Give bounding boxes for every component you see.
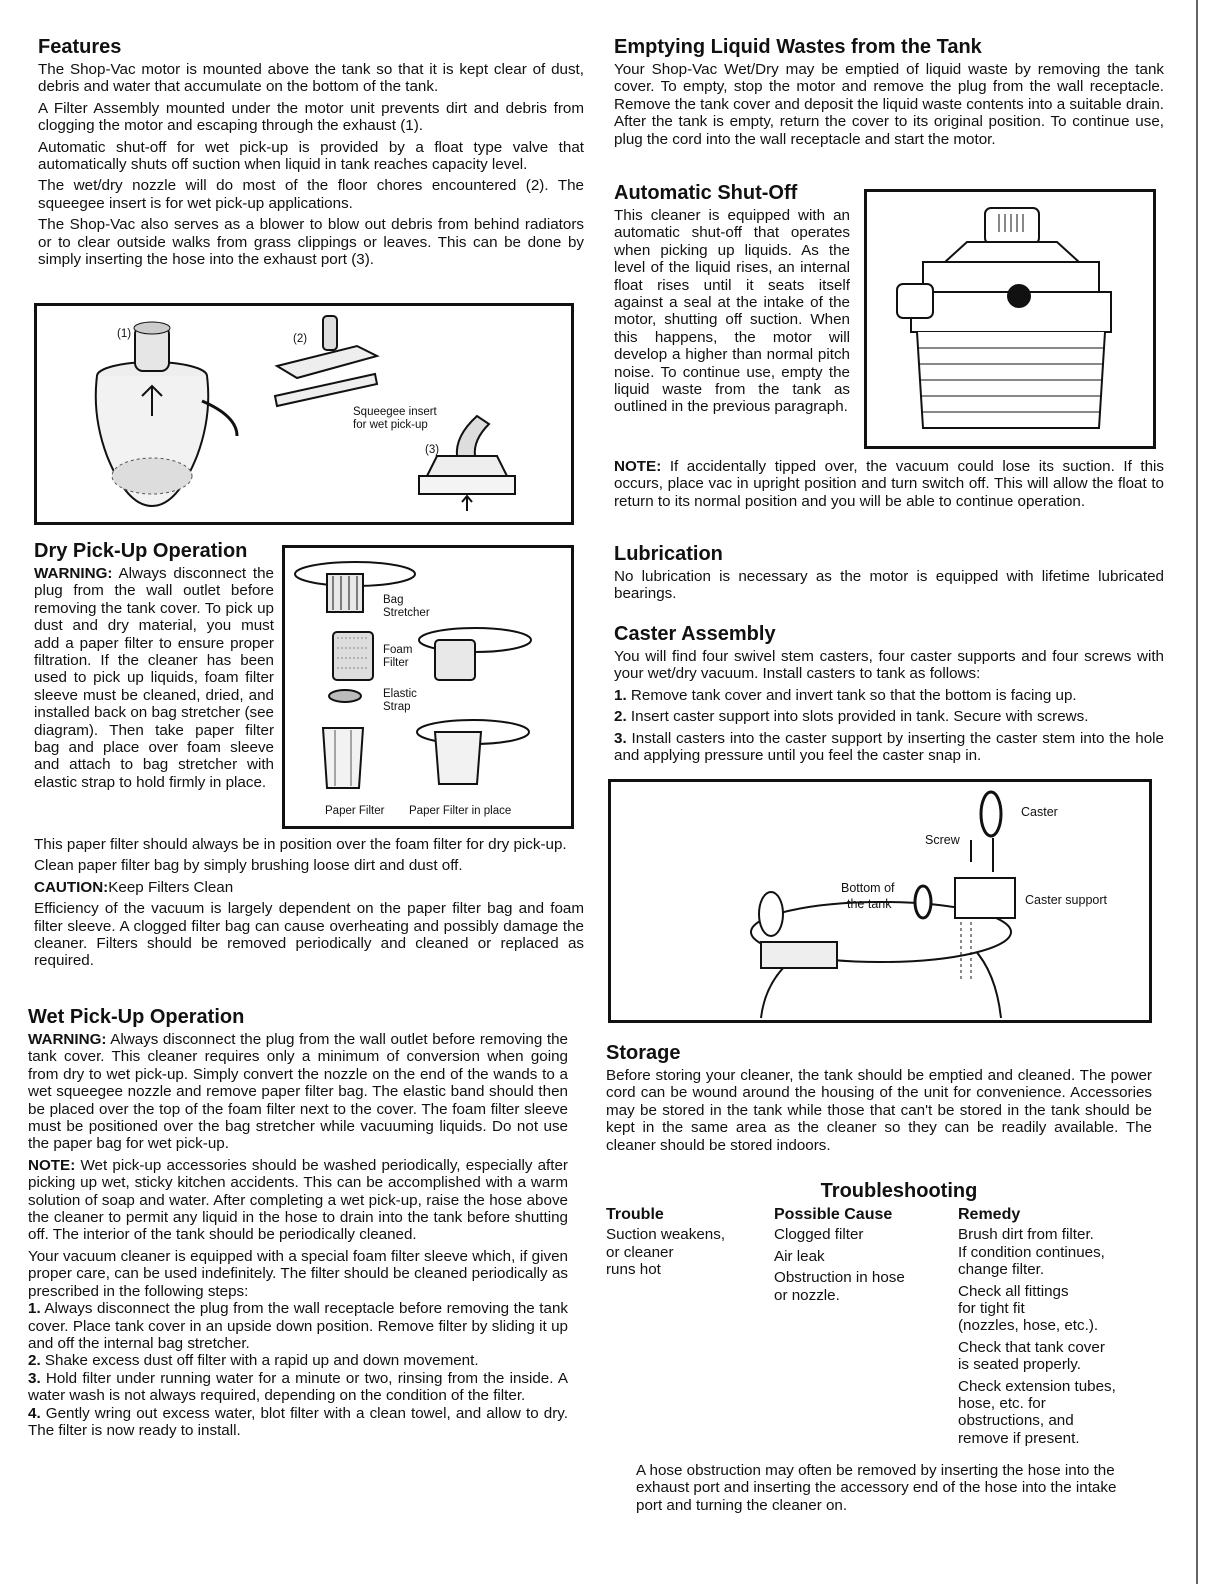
caster-step-3: Install casters into the caster support by inserting the caster stem into the hole and applying pressure until you feel the caster snap in. (614, 729, 1164, 765)
empty-p1: Your Shop-Vac Wet/Dry may be emptied of liquid waste by removing the tank cover. To empty, stop the motor and remove the plug from the wall receptacle. Remove the tank cover and deposit the liquid waste contents into a suitable drain. After the tank is empty, return the cover to its original position. To continue use, plug the cord into the wall receptacle and start the motor. (614, 61, 1164, 148)
vacuum-shutoff-illustration (867, 192, 1153, 446)
trouble-col-cause (774, 1206, 954, 1304)
fig-foam-label: Foam (383, 644, 413, 656)
wet-warning-text: Always disconnect the plug from the wall outlet before removing the tank cover. This cleaner requires only a minimum of conversion when going from dry to wet pick-up. Simply convert the nozzle on the end of the wands to a wet squeegee nozzle and remove paper filter bag. The elastic band should then be placed over the top of the foam filter next to the cover. The foam filter sleeve must be positioned over the bag stretcher while vacuuming liquids. Do not use the paper bag for wet pick-up. (28, 1031, 568, 1153)
fig-stretcher-label: Stretcher (383, 607, 430, 619)
filter-illustration (285, 548, 571, 826)
dry-title: Dry Pick-Up Operation (34, 540, 248, 562)
fig-support-label: Caster support (1025, 893, 1107, 907)
trouble-c4: or nozzle. (774, 1286, 840, 1304)
trouble-t2: or cleaner (606, 1243, 674, 1261)
storage-p1: Before storing your cleaner, the tank should be emptied and cleaned. The power cord can be wound around the housing of the unit for convenience. Accessories may be stored in the tank while those that can't be stored in the tank should be kept in the same area as the cleaner so they can be readily available. The cleaner should be stored indoors. (606, 1067, 1152, 1154)
shutoff-note (614, 458, 1164, 514)
lube-title: Lubrication (614, 543, 723, 565)
dry-warning-label: WARNING: (34, 565, 113, 582)
trouble-r3: change filter. (958, 1261, 1045, 1279)
dry-caution-text: Keep Filters Clean (108, 878, 234, 896)
trouble-title: Troubleshooting (820, 1180, 978, 1202)
trouble-r9: Check extension tubes, (958, 1377, 1116, 1395)
caster-figure (608, 779, 1152, 1023)
wet-step-3: Hold filter under running water for a minute or two, rinsing from the inside. A water wash is not always required, depending on the condition of the filter. (28, 1369, 568, 1405)
features-p5: The Shop-Vac also serves as a blower to blow out debris from behind radiators or to clear outside walks from grass clippings or leaves. This can be done by simply inserting the hose into the exhaust port (3). (38, 216, 584, 269)
fig-paper-filter-label: Paper Filter (325, 805, 385, 817)
wet-note-label: NOTE: (28, 1156, 76, 1174)
trouble-r6: (nozzles, hose, etc.). (958, 1317, 1099, 1335)
shutoff-section (614, 182, 850, 420)
fig-paper-in-place-label: Paper Filter in place (409, 805, 512, 817)
fig-strap-label: Strap (383, 701, 411, 713)
trouble-footer-text: A hose obstruction may often be removed by inserting the hose into the exhaust port and inserting the accessory end of the hose into the intake port and turning the cleaner on. (636, 1462, 1117, 1514)
lube-p1: No lubrication is necessary as the motor is equipped with lifetime lubricated bearings. (614, 568, 1164, 603)
fig-squeegee-label-2: for wet pick-up (353, 419, 428, 431)
shutoff-p1: This cleaner is equipped with an automatic shut-off that operates when picking up liquids. As the level of the liquid rises, an internal float rises until it seats itself against a seal at the intake of the motor, shutting off suction. When this happens, the motor will develop a higher than normal pitch noise. To continue use, empty the liquid waste from the tank as outlined in the previous paragraph. (614, 207, 850, 416)
caster-step-2: Insert caster support into slots provided in tank. Secure with screws. (630, 708, 1089, 726)
fig-screw-label: Screw (925, 833, 960, 847)
storage-title: Storage (606, 1042, 681, 1064)
fig-squeegee-label: Squeegee insert (353, 406, 437, 418)
dry-caution-label: CAUTION: (34, 878, 109, 896)
filter-figure (282, 545, 574, 829)
empty-title: Emptying Liquid Wastes from the Tank (614, 36, 982, 58)
fig-caster-label: Caster (1021, 805, 1058, 819)
wet-title: Wet Pick-Up Operation (28, 1006, 245, 1028)
trouble-r11: obstructions, and (958, 1412, 1074, 1430)
wet-step-4: Gently wring out excess water, blot filter with a clean towel, and allow to dry. The filter is now ready to install. (28, 1404, 568, 1439)
wet-p3: Your vacuum cleaner is equipped with a special foam filter sleeve which, if given proper care, can be used indefinitely. The filter should be cleaned periodically as prescribed in the following steps: (28, 1247, 568, 1300)
wet-step-1: Always disconnect the plug from the wall receptacle before removing the tank cover. Place tank cover in an upside down position. Remove filter by sliding it up and off the internal bag stretcher. (28, 1300, 568, 1352)
dry-p4: Efficiency of the vacuum is largely dependent on the paper filter bag and foam filter sleeve. A clogged filter bag can cause overheating and possibly damage the cleaner. Filters should be removed periodically and cleaned or replaced as required. (34, 900, 584, 970)
features-figure (34, 303, 574, 525)
fig-elastic-label: Elastic (383, 688, 417, 700)
trouble-r2: If condition continues, (958, 1243, 1105, 1261)
wet-warning-label: WARNING: (28, 1031, 107, 1048)
wet-step-2: Shake excess dust off filter with a rapid up and down movement. (44, 1352, 479, 1370)
trouble-t3: runs hot (606, 1261, 661, 1279)
trouble-r4: Check all fittings (958, 1282, 1069, 1300)
trouble-r12: remove if present. (958, 1429, 1080, 1447)
fig-label-2: (2) (293, 333, 308, 345)
trouble-r5: for tight fit (958, 1300, 1025, 1318)
trouble-c1: Clogged filter (774, 1226, 864, 1244)
trouble-r8: is seated properly. (958, 1356, 1081, 1374)
features-title: Features (38, 36, 122, 58)
shutoff-figure (864, 189, 1156, 449)
dry-p2: This paper filter should always be in position over the foam filter for dry pick-up. (34, 836, 567, 853)
fig-bag-label: Bag (383, 594, 404, 606)
features-p3: Automatic shut-off for wet pick-up is provided by a float type valve that automatically shuts off suction when liquid in tank reaches capacity level. (38, 138, 584, 174)
trouble-t1: Suction weakens, (606, 1226, 726, 1244)
storage-section (606, 1042, 1152, 1158)
dry-p3: Clean paper filter bag by simply brushing loose dirt and dust off. (34, 857, 463, 875)
wet-step-1-num: 1. (28, 1300, 41, 1318)
features-p4: The wet/dry nozzle will do most of the floor chores encountered (2). The squeegee insert is for wet pick-up applications. (38, 177, 584, 212)
fig-label-3: (3) (425, 444, 440, 456)
features-p1: The Shop-Vac motor is mounted above the tank so that it is kept clear of dust, debris and water that accumulate on the bottom of the tank. (38, 61, 584, 96)
wet-note-text: Wet pick-up accessories should be washed periodically, especially after picking up wet, sticky kitchen accidents. This can be accomplished with a warm solution of soap and water. After completing a wet pick-up, raise the hose above the cleaner to permit any liquid in the hose to drain into the tank before shutting off. The interior of the tank should be periodically cleaned. (28, 1156, 568, 1244)
troubleshooting-section (606, 1180, 1152, 1203)
wet-step-2-num: 2. (28, 1352, 41, 1370)
caster-p1: You will find four swivel stem casters, four caster supports and four screws with your wet/dry vacuum. Install casters to tank as follows: (614, 648, 1164, 683)
trouble-head-trouble: Trouble (606, 1206, 664, 1223)
caster-step-2-num: 2. (614, 708, 627, 726)
dry-section-top (34, 540, 274, 795)
fig-bottom-label: Bottom of (841, 881, 895, 895)
caster-step-1: Remove tank cover and invert tank so that the bottom is facing up. (630, 686, 1077, 704)
trouble-head-remedy: Remedy (958, 1206, 1021, 1223)
dry-warning-text: Always disconnect the plug from the wall outlet before removing the tank cover. To pick up dust and dry material, you must add a paper filter to ensure proper filtration. If the cleaner has been used to pick up liquids, foam filter sleeve must be cleaned, dried, and installed back on bag stretcher (see diagram). Then take paper filter bag and place over foam sleeve and attach to bag stretcher with elastic strap to hold firmly in place. (34, 565, 274, 791)
fig-tank-label: the tank (847, 897, 892, 911)
trouble-r1: Brush dirt from filter. (958, 1226, 1094, 1244)
trouble-r7: Check that tank cover (958, 1338, 1105, 1356)
features-section (38, 36, 584, 272)
fig-foam-filter-label: Filter (383, 657, 409, 669)
trouble-col-remedy (958, 1206, 1158, 1447)
trouble-col-trouble (606, 1206, 766, 1279)
caster-step-1-num: 1. (614, 686, 627, 704)
page-edge-rule (1196, 0, 1198, 1584)
shutoff-note-text: If accidentally tipped over, the vacuum could lose its suction. If this occurs, place vac in upright position and turn switch off. This will allow the float to return to its normal position and you will be able to continue operation. (614, 458, 1164, 510)
dry-section-bottom (34, 836, 584, 974)
trouble-head-cause: Possible Cause (774, 1206, 893, 1223)
trouble-r10: hose, etc. for (958, 1395, 1046, 1413)
fig-label-1: (1) (117, 328, 132, 340)
empty-section (614, 36, 1164, 152)
trouble-footer (636, 1462, 1122, 1518)
features-p2: A Filter Assembly mounted under the motor unit prevents dirt and debris from clogging the motor and escaping through the exhaust (1). (38, 99, 584, 135)
caster-title: Caster Assembly (614, 623, 776, 645)
wet-step-4-num: 4. (28, 1404, 41, 1422)
shutoff-title: Automatic Shut-Off (614, 182, 798, 204)
trouble-c3: Obstruction in hose (774, 1269, 905, 1287)
wet-section (28, 1006, 568, 1443)
caster-section (614, 623, 1164, 768)
wet-step-3-num: 3. (28, 1369, 41, 1387)
shutoff-note-label: NOTE: (614, 458, 662, 475)
lube-section (614, 543, 1164, 607)
caster-step-3-num: 3. (614, 729, 627, 747)
trouble-c2: Air leak (774, 1247, 825, 1265)
